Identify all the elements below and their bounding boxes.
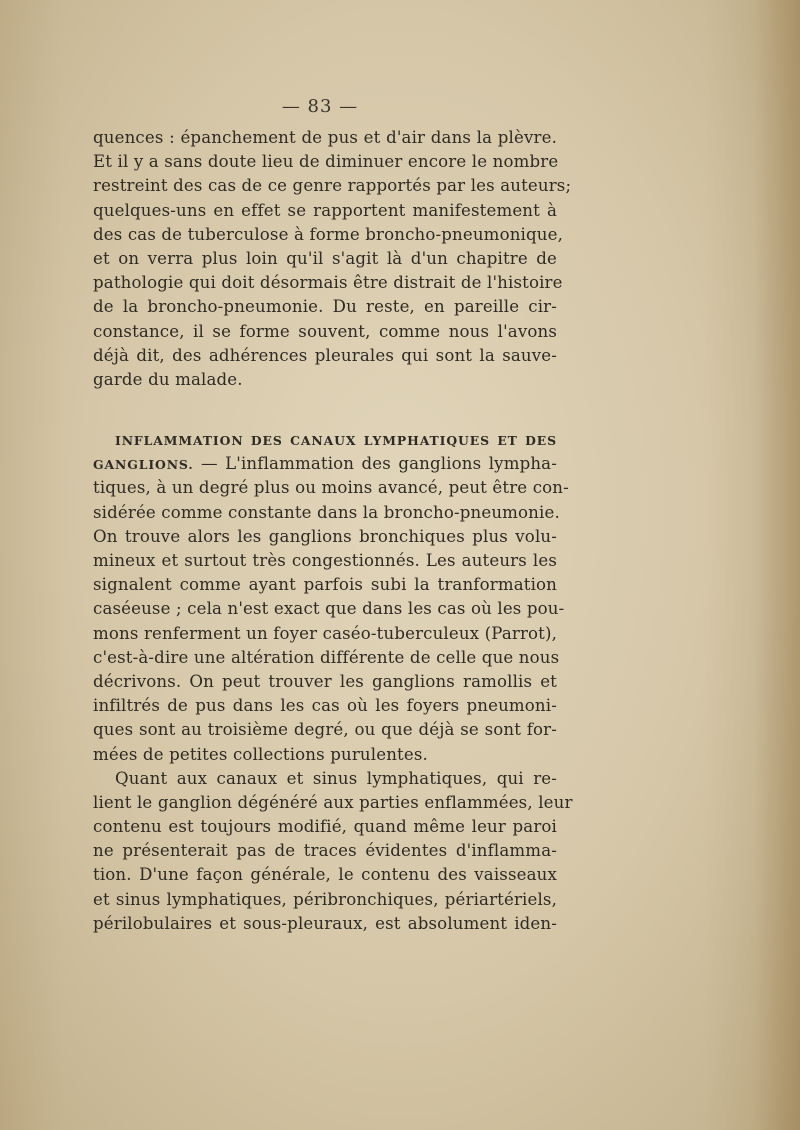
text-line: signalent comme ayant parfois subi la tranformation xyxy=(93,575,557,595)
text-line: mineux et surtout très congestionnés. Les auteurs les xyxy=(93,551,557,570)
text-line: restreint des cas de ce genre rapportés par les auteurs; xyxy=(93,176,572,196)
text-line: mées de petites collections purulentes. xyxy=(93,744,428,764)
text-line: Et il y a sans doute lieu de diminuer encore le nombre xyxy=(93,152,559,172)
text-line: Quant aux canaux et sinus lymphatiques, qui re- xyxy=(115,768,557,788)
page-number: — 83 — xyxy=(281,96,359,117)
text-line: et sinus lymphatiques, péribronchiques, périartériels, xyxy=(93,889,557,909)
section-gap xyxy=(93,392,557,428)
paper-edge-shading xyxy=(754,0,800,1130)
heading-caps: INFLAMMATION DES CANAUX LYMPHATIQUES ET DES xyxy=(115,433,557,449)
text-line: sidérée comme constante dans la broncho-pneumonie. xyxy=(93,502,560,522)
text-line: caséeuse ; cela n'est exact que dans les cas où les pou- xyxy=(93,599,565,619)
text-line: pathologie qui doit désormais être distrait de l'histoire xyxy=(93,273,563,293)
text-line: des cas de tuberculose à forme broncho-pneumonique, xyxy=(93,224,564,244)
body-text xyxy=(93,126,573,936)
text-line: périlobulaires et sous-pleuraux, est absolument iden- xyxy=(93,913,557,933)
text-line: quences : épanchement de pus et d'air dans la plèvre. xyxy=(93,128,557,147)
text-line: et on verra plus loin qu'il s'agit là d'un chapitre de xyxy=(93,248,557,268)
heading-continuation xyxy=(93,452,557,476)
text-line: mons renferment un foyer caséo-tuberculeux (Parrot), xyxy=(93,623,558,643)
text-line: contenu est toujours modifié, quand même leur paroi xyxy=(93,817,557,837)
text-line: c'est-à-dire une altération différente de celle que nous xyxy=(93,647,560,667)
heading-caps-2: GANGLIONS. xyxy=(93,457,194,473)
text-line: lient le ganglion dégénéré aux parties enflammées, leur xyxy=(93,792,573,812)
section-heading xyxy=(93,428,557,452)
text-line: décrivons. On peut trouver les ganglions ramollis et xyxy=(93,671,557,691)
text-line: ne présenterait pas de traces évidentes d'inflamma- xyxy=(93,841,557,861)
text-line: de la broncho-pneumonie. Du reste, en pareille cir- xyxy=(93,297,557,317)
text-line: déjà dit, des adhérences pleurales qui sont la sauve- xyxy=(93,345,557,365)
text-line: ques sont au troisième degré, ou que déjà se sont for- xyxy=(93,720,557,740)
text-line: quelques-uns en effet se rapportent manifestement à xyxy=(93,200,557,220)
heading-rest: — L'inflammation des ganglions lympha- xyxy=(193,454,557,474)
text-line: On trouve alors les ganglions bronchiques plus volu- xyxy=(93,526,557,546)
text-line: tiques, à un degré plus ou moins avancé, peut être con- xyxy=(93,478,569,498)
text-line: infiltrés de pus dans les cas où les foyers pneumoni- xyxy=(93,696,557,716)
text-line: garde du malade. xyxy=(93,369,243,389)
text-line: constance, il se forme souvent, comme nous l'avons xyxy=(93,321,557,341)
text-line: tion. D'une façon générale, le contenu des vaisseaux xyxy=(93,865,557,885)
